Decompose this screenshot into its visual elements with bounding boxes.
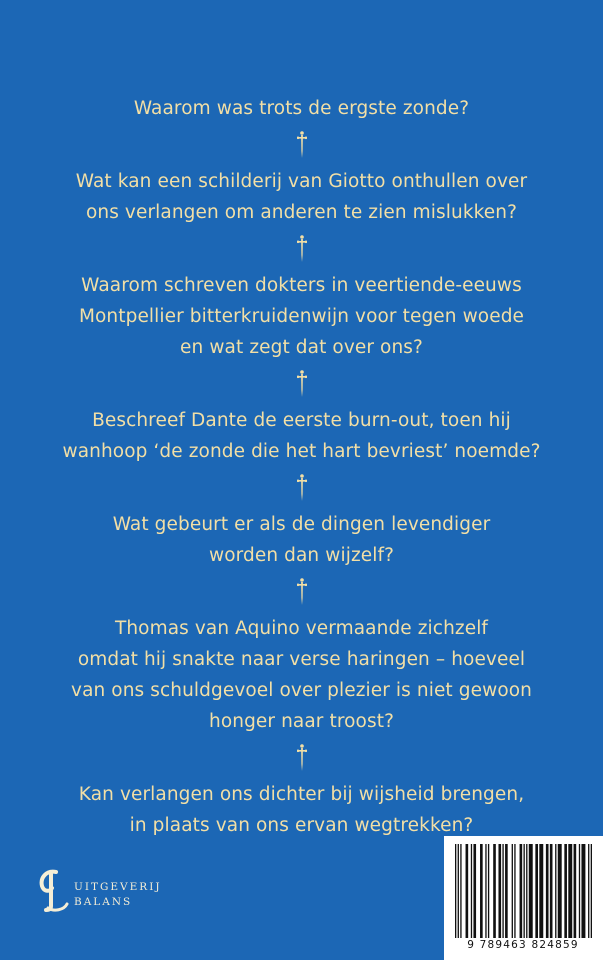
barcode-bar [473,844,476,938]
barcode-bar [588,844,589,938]
barcode-bar [550,844,553,938]
publisher-line-1: UITGEVERIJ [74,881,162,893]
barcode-bar [505,844,508,938]
barcode-bar [564,844,567,938]
question-line: ons verlangen om anderen te zien mislukken? [85,202,518,223]
barcode-bar [524,844,525,938]
barcode-bar [574,844,577,938]
barcode-bar [458,844,459,938]
question-2 [0,166,603,228]
question-line: worden dan wijzelf? [208,545,395,566]
barcode-bar [493,844,496,938]
question-line: Beschreef Dante de eerste burn-out, toen hij [92,410,511,431]
barcode-bar [579,844,580,938]
dagger-icon [0,124,603,166]
question-line: Waarom schreven dokters in veertiende-eeuws [81,275,522,296]
barcode-bar [498,844,501,938]
balans-logo-icon [36,868,70,912]
barcode-bar [471,844,472,938]
barcode-bar [568,844,572,938]
question-line: Kan verlangen ons dichter bij wijsheid brengen, [78,784,525,805]
barcode-bar [546,844,549,938]
barcode-bar [466,844,469,938]
question-line: Waarom was trots de ergste zonde? [133,98,470,119]
barcode-bar [558,844,562,938]
question-3 [0,270,603,363]
barcode-bar [512,844,513,938]
question-6 [0,613,603,737]
question-line: in plaats van ons ervan wegtrekken? [129,815,474,836]
barcode-bar [529,844,533,938]
barcode-bar [514,844,515,938]
isbn-number: 9 789463 824859 [467,939,579,951]
barcode-bar [520,844,523,938]
barcode-bar [535,844,538,938]
dagger-icon [0,571,603,613]
barcode-bar [480,844,483,938]
barcode-bar [555,844,556,938]
question-line: Thomas van Aquino vermaande zichzelf [114,618,489,639]
question-5 [0,509,603,571]
barcode-bar [455,844,456,938]
question-1 [0,93,603,124]
barcode-bars [455,844,592,938]
question-line: van ons schuldgevoel over plezier is niet gewoon [71,680,532,701]
barcode-bar [485,844,486,938]
question-line: en wat zegt dat over ons? [180,337,423,358]
barcode-bar [581,844,585,938]
barcode [444,836,603,960]
barcode-bar [526,844,527,938]
barcode-bar [502,844,503,938]
dagger-icon [0,467,603,509]
barcode-bar [460,844,461,938]
dagger-icon [0,228,603,270]
dagger-icon [0,363,603,405]
barcode-bar [488,844,489,938]
barcode-bar [539,844,543,938]
publisher-line-2: BALANS [74,896,133,908]
question-line: Wat kan een schilderij van Giotto onthullen over [75,171,528,192]
barcode-bar [591,844,592,938]
question-line: honger naar troost? [209,711,394,732]
question-line: Wat gebeurt er als de dingen levendiger [112,514,491,535]
question-4 [0,405,603,467]
question-line: omdat hij snakte naar verse haringen – hoeveel [77,649,526,670]
publisher-name [74,880,162,910]
dagger-icon [0,737,603,779]
question-7 [0,779,603,841]
question-list [0,93,603,841]
question-line: wanhoop ‘de zonde die het hart bevriest’ noemde? [62,441,541,462]
question-line: Montpellier bitterkruidenwijn voor tegen woede [78,306,525,327]
